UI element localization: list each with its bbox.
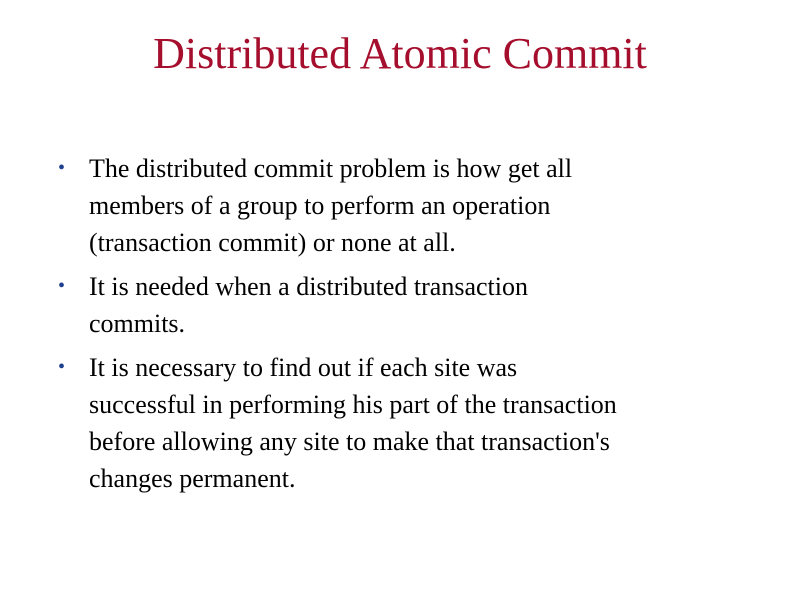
bullet-line: It is necessary to find out if each site was [89,353,518,382]
slide-title: Distributed Atomic Commit [153,29,647,78]
bullet-line: (transaction commit) or none at all. [89,228,456,257]
bullet-list [56,150,756,504]
bullet-line: commits. [89,309,186,338]
bullet-icon: • [58,356,66,378]
bullet-icon: • [58,157,66,179]
bullet-line: successful in performing his part of the transaction [89,390,617,419]
bullet-line: changes permanent. [89,464,296,493]
bullet-line: The distributed commit problem is how get all [89,154,573,183]
bullet-line: members of a group to perform an operation [89,191,551,220]
bullet-item [56,349,756,497]
bullet-line: before allowing any site to make that transaction's [89,427,610,456]
bullet-line: It is needed when a distributed transaction [89,272,528,301]
bullet-item [56,150,756,261]
bullet-item [56,268,756,342]
bullet-icon: • [58,275,66,297]
